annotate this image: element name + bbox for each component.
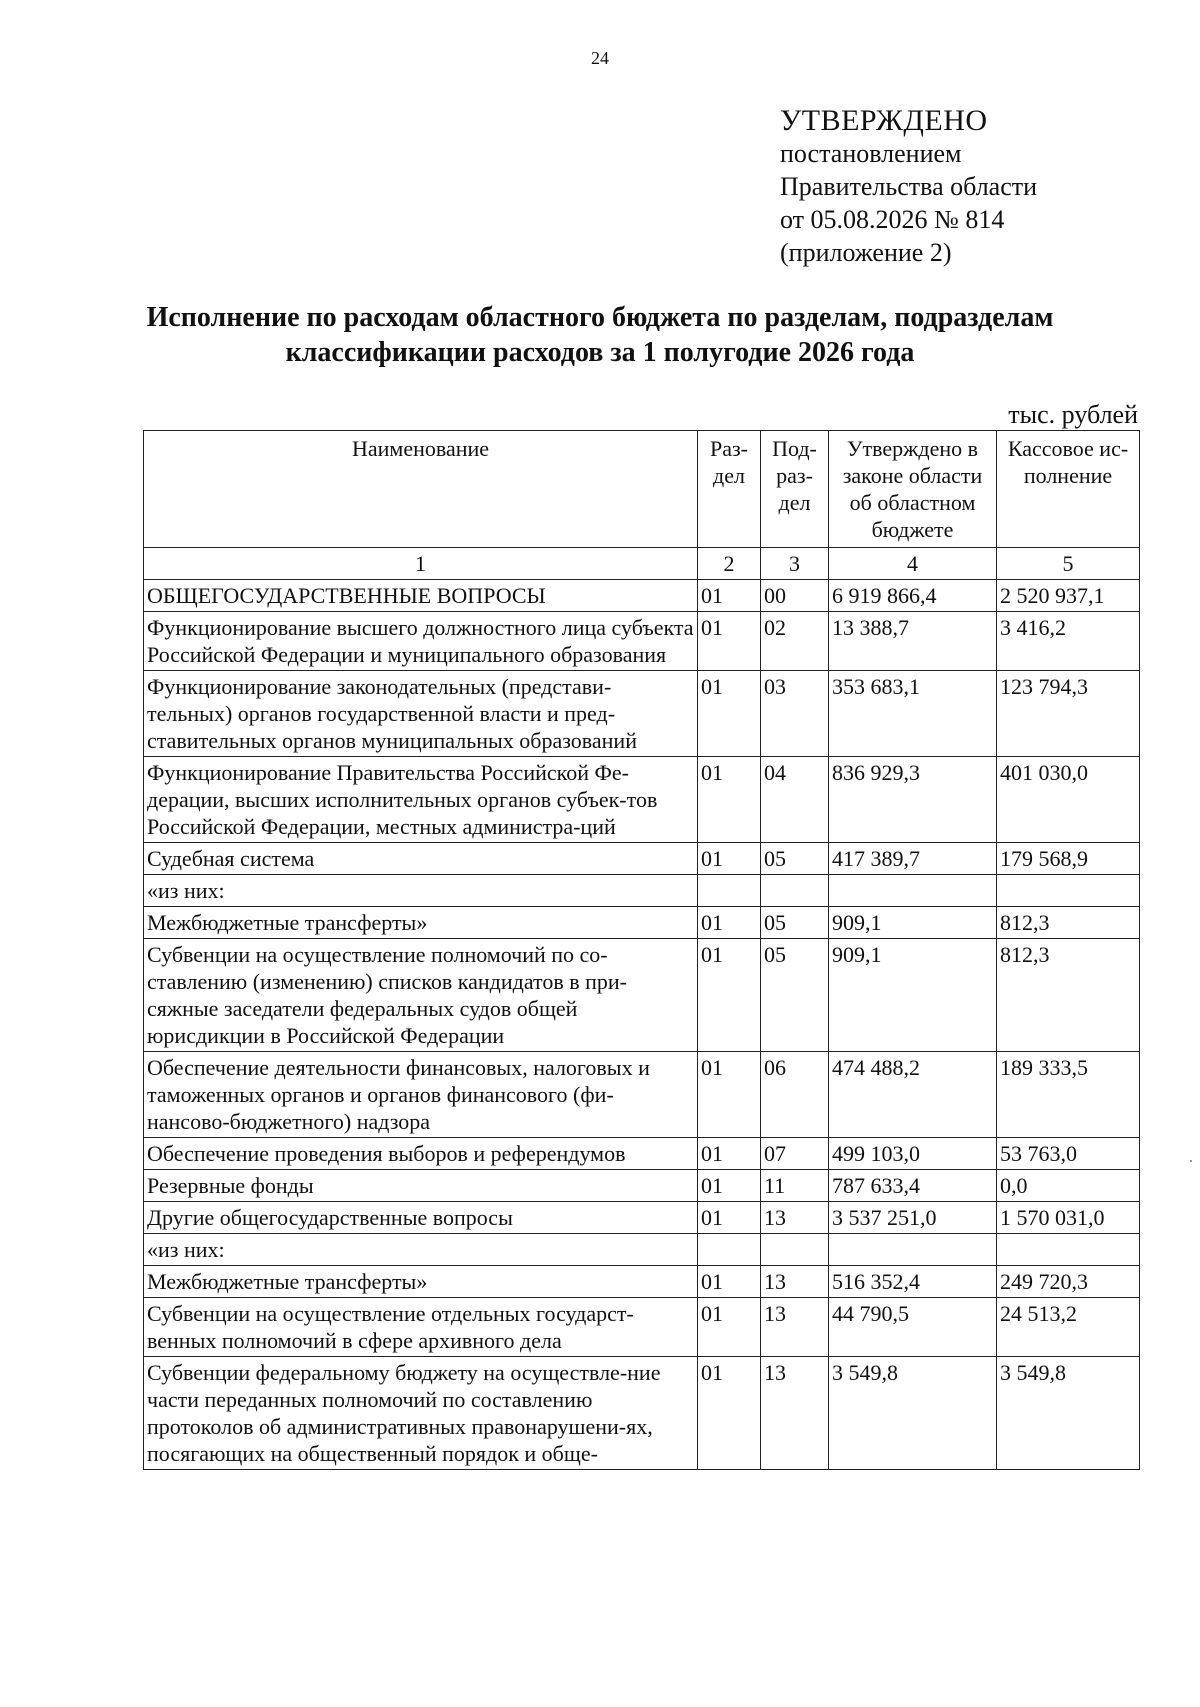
cell-section: 01 <box>698 1202 761 1234</box>
table-row <box>144 612 1140 671</box>
budget-table <box>143 430 1140 1470</box>
cell-subsection: 13 <box>761 1202 829 1234</box>
cell-name: Межбюджетные трансферты» <box>144 907 698 939</box>
cell-subsection: 13 <box>761 1298 829 1357</box>
cell-name: «из них: <box>144 875 698 907</box>
cell-section: 01 <box>698 757 761 843</box>
cell-executed <box>997 875 1140 907</box>
cell-name: Резервные фонды <box>144 1170 698 1202</box>
table-header-row <box>144 431 1140 548</box>
cell-section: 01 <box>698 1298 761 1357</box>
cell-approved: 13 388,7 <box>829 612 997 671</box>
cell-section: 01 <box>698 580 761 612</box>
header-subsection-text: Под- раз- дел <box>772 436 817 515</box>
cell-name: Функционирование законодательных (представи-тельных) органов государственной власти и пред-ставительных органов муниципальных образований <box>144 671 698 757</box>
cell-executed: 53 763,0 <box>997 1138 1140 1170</box>
cell-name: Функционирование Правительства Российской Фе-дерации, высших исполнительных органов субъек-тов Российской Федерации, местных администра-ций <box>144 757 698 843</box>
table-row <box>144 907 1140 939</box>
table-row <box>144 1170 1140 1202</box>
cell-approved: 3 549,8 <box>829 1357 997 1470</box>
cell-name: Обеспечение проведения выборов и референдумов <box>144 1138 698 1170</box>
cell-approved: 909,1 <box>829 907 997 939</box>
cell-name: Субвенции на осуществление полномочий по со-ставлению (изменению) списков кандидатов в при-сяжные заседатели федеральных судов общей юрисдикции в Российской Федерации <box>144 939 698 1052</box>
cell-approved: 417 389,7 <box>829 843 997 875</box>
table-row <box>144 580 1140 612</box>
cell-approved: 6 919 866,4 <box>829 580 997 612</box>
column-number-row <box>144 548 1140 580</box>
units-label: тыс. рублей <box>1008 400 1138 429</box>
cell-executed: 123 794,3 <box>997 671 1140 757</box>
cell-approved: 3 537 251,0 <box>829 1202 997 1234</box>
cell-subsection: 07 <box>761 1138 829 1170</box>
header-name-text: Наименование <box>351 436 490 461</box>
cell-subsection: 03 <box>761 671 829 757</box>
cell-executed: 24 513,2 <box>997 1298 1140 1357</box>
header-subsection <box>761 431 829 548</box>
cell-subsection: 06 <box>761 1052 829 1138</box>
page-number: 24 <box>591 48 609 68</box>
approval-line: от 05.08.2026 № 814 <box>780 205 1005 234</box>
cell-subsection: 13 <box>761 1357 829 1470</box>
cell-name: Обеспечение деятельности финансовых, налоговых и таможенных органов и органов финансового (фи-нансово-бюджетного) надзора <box>144 1052 698 1138</box>
table-row <box>144 757 1140 843</box>
cell-section: 01 <box>698 1357 761 1470</box>
cell-executed: 179 568,9 <box>997 843 1140 875</box>
cell-subsection: 02 <box>761 612 829 671</box>
cell-executed: 249 720,3 <box>997 1266 1140 1298</box>
scan-artifact <box>1190 1160 1192 1162</box>
header-name <box>144 431 698 548</box>
table-row <box>144 1138 1140 1170</box>
table-row <box>144 875 1140 907</box>
header-section <box>698 431 761 548</box>
cell-name: Функционирование высшего должностного лица субъекта Российской Федерации и муниципального образования <box>144 612 698 671</box>
cell-name: Субвенции федеральному бюджету на осуществле-ние части переданных полномочий по составлению протоколов об административных правонарушени-ях, посягающих на общественный порядок и обще- <box>144 1357 698 1470</box>
cell-subsection: 13 <box>761 1266 829 1298</box>
header-section-text: Раз- дел <box>709 436 749 488</box>
table-row <box>144 939 1140 1052</box>
cell-subsection: 05 <box>761 843 829 875</box>
cell-executed: 2 520 937,1 <box>997 580 1140 612</box>
document-title-line: Исполнение по расходам областного бюджета по разделам, подразделам <box>146 302 1054 333</box>
cell-subsection <box>761 875 829 907</box>
cell-approved: 787 633,4 <box>829 1170 997 1202</box>
table-row <box>144 843 1140 875</box>
cell-name: Другие общегосударственные вопросы <box>144 1202 698 1234</box>
cell-executed: 1 570 031,0 <box>997 1202 1140 1234</box>
cell-section: 01 <box>698 671 761 757</box>
cell-section: 01 <box>698 1052 761 1138</box>
approval-line: Правительства области <box>780 172 1038 201</box>
cell-section: 01 <box>698 612 761 671</box>
table-row <box>144 1234 1140 1266</box>
cell-section: 01 <box>698 907 761 939</box>
cell-approved: 44 790,5 <box>829 1298 997 1357</box>
cell-approved: 516 352,4 <box>829 1266 997 1298</box>
header-executed-text: Кассовое ис- полнение <box>1007 436 1129 488</box>
column-number: 2 <box>698 548 761 580</box>
cell-executed: 3 549,8 <box>997 1357 1140 1470</box>
document-title <box>100 300 1100 370</box>
cell-subsection <box>761 1234 829 1266</box>
cell-name: Субвенции на осуществление отдельных государст-венных полномочий в сфере архивного дела <box>144 1298 698 1357</box>
header-approved <box>829 431 997 548</box>
cell-subsection: 11 <box>761 1170 829 1202</box>
approval-stamp <box>780 104 1037 269</box>
cell-approved <box>829 1234 997 1266</box>
cell-executed: 401 030,0 <box>997 757 1140 843</box>
table-row <box>144 1357 1140 1470</box>
cell-name: Межбюджетные трансферты» <box>144 1266 698 1298</box>
document-title-line: классификации расходов за 1 полугодие 2026 года <box>285 337 915 368</box>
header-approved-text: Утверждено в законе области об областном бюджете <box>842 436 983 542</box>
table-row <box>144 1052 1140 1138</box>
column-number: 4 <box>829 548 997 580</box>
cell-subsection: 05 <box>761 907 829 939</box>
cell-approved: 909,1 <box>829 939 997 1052</box>
cell-section <box>698 1234 761 1266</box>
cell-name: «из них: <box>144 1234 698 1266</box>
cell-executed: 3 416,2 <box>997 612 1140 671</box>
header-executed <box>997 431 1140 548</box>
cell-section: 01 <box>698 1170 761 1202</box>
cell-executed <box>997 1234 1140 1266</box>
cell-subsection: 00 <box>761 580 829 612</box>
cell-executed: 189 333,5 <box>997 1052 1140 1138</box>
cell-approved: 474 488,2 <box>829 1052 997 1138</box>
cell-subsection: 04 <box>761 757 829 843</box>
cell-approved <box>829 875 997 907</box>
table-row <box>144 1202 1140 1234</box>
cell-executed: 812,3 <box>997 907 1140 939</box>
cell-executed: 0,0 <box>997 1170 1140 1202</box>
table-row <box>144 1266 1140 1298</box>
cell-approved: 353 683,1 <box>829 671 997 757</box>
table-row <box>144 1298 1140 1357</box>
cell-approved: 836 929,3 <box>829 757 997 843</box>
cell-section: 01 <box>698 1138 761 1170</box>
approval-line: (приложение 2) <box>780 238 952 267</box>
approval-title: УТВЕРЖДЕНО <box>780 104 988 137</box>
cell-name: ОБЩЕГОСУДАРСТВЕННЫЕ ВОПРОСЫ <box>144 580 698 612</box>
cell-executed: 812,3 <box>997 939 1140 1052</box>
column-number: 3 <box>761 548 829 580</box>
table-row <box>144 671 1140 757</box>
cell-subsection: 05 <box>761 939 829 1052</box>
cell-section: 01 <box>698 939 761 1052</box>
approval-line: постановлением <box>780 139 962 168</box>
cell-section: 01 <box>698 843 761 875</box>
cell-section: 01 <box>698 1266 761 1298</box>
column-number: 5 <box>997 548 1140 580</box>
cell-approved: 499 103,0 <box>829 1138 997 1170</box>
cell-name: Судебная система <box>144 843 698 875</box>
cell-section <box>698 875 761 907</box>
column-number: 1 <box>144 548 698 580</box>
